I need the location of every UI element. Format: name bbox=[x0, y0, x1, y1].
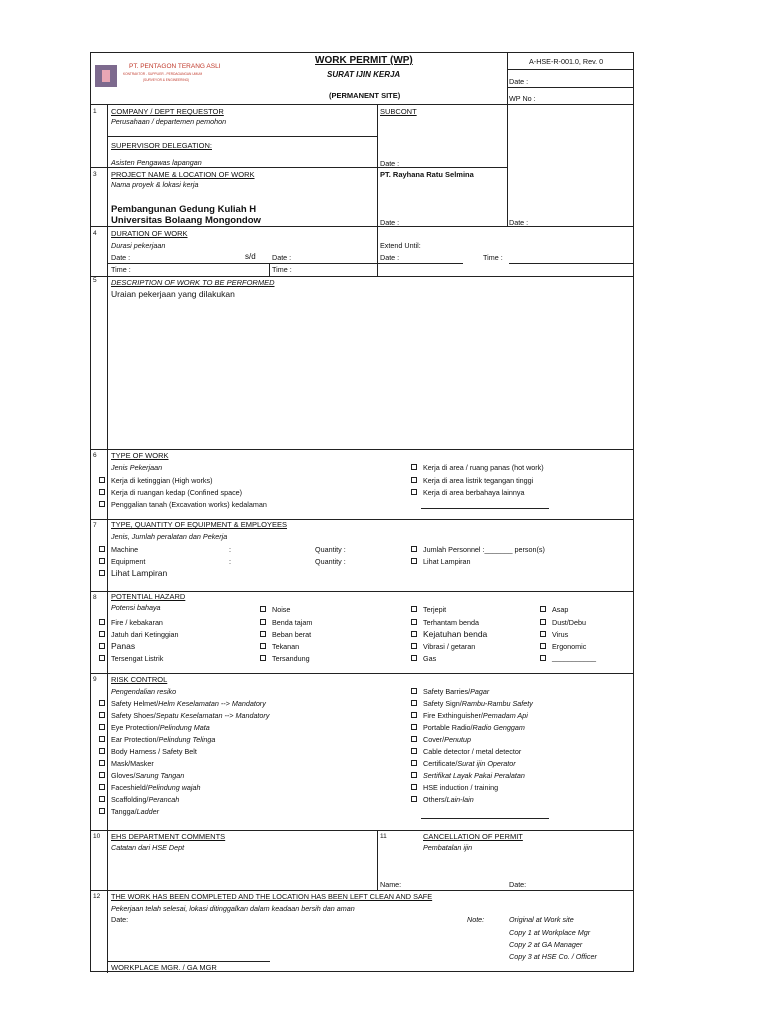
hazard-option: Ergonomic bbox=[552, 642, 587, 651]
checkbox-personnel[interactable] bbox=[411, 546, 417, 552]
risk-control-option bbox=[111, 784, 201, 791]
section-subtitle: Pengendalian resiko bbox=[111, 687, 177, 696]
section-title-duration: DURATION OF WORK bbox=[111, 229, 188, 238]
section-subtitle: Pekerjaan telah selesai, lokasi ditinggalkan dalam keadaan bersih dan aman bbox=[111, 904, 355, 913]
section-subtitle: Jenis Pekerjaan bbox=[111, 463, 163, 472]
section-subtitle: Potensi bahaya bbox=[111, 603, 161, 612]
start-time-label: Time : bbox=[111, 265, 131, 274]
risk-control-checkbox[interactable] bbox=[411, 688, 417, 694]
checkbox-high-voltage[interactable] bbox=[411, 477, 417, 483]
logo-mark-icon bbox=[95, 65, 117, 87]
hazard-option: Terjepit bbox=[423, 605, 447, 614]
risk-control-checkbox[interactable] bbox=[411, 748, 417, 754]
subcont-date-label: Date : bbox=[380, 159, 400, 168]
wp-number-label: WP No : bbox=[509, 94, 536, 103]
risk-control-en: HSE induction / training bbox=[423, 783, 499, 792]
checkbox-pinch[interactable] bbox=[411, 606, 417, 612]
lampiran-label-2: Lihat Lampiran bbox=[423, 557, 471, 566]
type-of-work-option: Kerja di ketinggian (High works) bbox=[111, 476, 213, 485]
section-subtitle: Jenis, Jumlah peralatan dan Pekerja bbox=[111, 532, 228, 541]
risk-control-option bbox=[111, 808, 159, 815]
risk-control-id: Sertifikat Layak Pakai Peralatan bbox=[423, 771, 525, 780]
hazard-option: Vibrasi / getaran bbox=[423, 642, 476, 651]
risk-control-option bbox=[423, 700, 533, 707]
section-subtitle: Durasi pekerjaan bbox=[111, 241, 166, 250]
risk-control-id: Penutup bbox=[444, 735, 471, 744]
checkbox-excavation[interactable] bbox=[99, 501, 105, 507]
section-title-risk-control: RISK CONTROL bbox=[111, 675, 168, 684]
section-number: 1 bbox=[93, 108, 97, 115]
risk-control-checkbox[interactable] bbox=[99, 772, 105, 778]
risk-control-en: Safety Shoes/ bbox=[111, 711, 156, 720]
hazard-option: Asap bbox=[552, 605, 569, 614]
checkbox-pressure[interactable] bbox=[260, 643, 266, 649]
risk-control-checkbox[interactable] bbox=[411, 796, 417, 802]
risk-control-option bbox=[423, 724, 525, 731]
type-of-work-option: Penggalian tanah (Excavation works) kedalaman bbox=[111, 500, 267, 509]
section-number: 12 bbox=[93, 893, 101, 900]
risk-control-id: Sepatu Keselamatan --> Mandatory bbox=[155, 711, 270, 720]
risk-control-checkbox[interactable] bbox=[99, 724, 105, 730]
copy-1: Copy 1 at Workplace Mgr bbox=[509, 928, 591, 937]
note-label: Note: bbox=[467, 915, 485, 924]
sd-separator: s/d bbox=[245, 252, 256, 261]
section-subtitle: Pembatalan ijin bbox=[423, 843, 473, 852]
risk-control-checkbox[interactable] bbox=[99, 760, 105, 766]
risk-control-id: Pelindung Mata bbox=[159, 723, 210, 732]
checkbox-vibration[interactable] bbox=[411, 643, 417, 649]
hazard-option: Tersandung bbox=[272, 654, 310, 663]
section-number: 10 bbox=[93, 833, 101, 840]
section-subtitle: Nama proyek & lokasi kerja bbox=[111, 180, 199, 189]
equipment-quantity-label: Quantity : bbox=[315, 557, 346, 566]
checkbox-gas[interactable] bbox=[411, 655, 417, 661]
section-title-completion: THE WORK HAS BEEN COMPLETED AND THE LOCATION HAS BEEN LEFT CLEAN AND SAFE bbox=[111, 892, 433, 901]
risk-control-option bbox=[111, 796, 179, 803]
section-number: 8 bbox=[93, 594, 97, 601]
hazard-option: Terhantam benda bbox=[423, 618, 479, 627]
form-subtitle: SURAT IJIN KERJA bbox=[327, 70, 401, 79]
risk-control-en: Cable detector / metal detector bbox=[423, 747, 522, 756]
risk-control-option bbox=[423, 760, 516, 767]
project-date-label-right: Date : bbox=[509, 218, 529, 227]
hazard-option: Fire / kebakaran bbox=[111, 618, 163, 627]
risk-control-checkbox[interactable] bbox=[411, 712, 417, 718]
hazard-option: Virus bbox=[552, 630, 569, 639]
risk-control-id: Radio Genggam bbox=[472, 723, 525, 732]
risk-control-en: Scaffolding/ bbox=[111, 795, 149, 804]
risk-control-checkbox[interactable] bbox=[99, 736, 105, 742]
risk-control-checkbox[interactable] bbox=[411, 736, 417, 742]
hazard-option: Kejatuhan benda bbox=[423, 629, 488, 639]
type-of-work-option: Kerja di area / ruang panas (hot work) bbox=[423, 463, 544, 472]
work-permit-form bbox=[90, 52, 634, 972]
machine-quantity-label: Quantity : bbox=[315, 545, 346, 554]
header-date-label: Date : bbox=[509, 77, 529, 86]
hazard-option: Tersengat Listrik bbox=[111, 654, 164, 663]
form-title: WORK PERMIT (WP) bbox=[315, 55, 413, 66]
hazard-option: Gas bbox=[423, 654, 437, 663]
risk-control-en: Safety Sign/ bbox=[423, 699, 462, 708]
type-of-work-option: Kerja di area listrik tegangan tinggi bbox=[423, 476, 534, 485]
section-number: 6 bbox=[93, 452, 97, 459]
hazard-option: Tekanan bbox=[272, 642, 300, 651]
checkbox-confined-space[interactable] bbox=[99, 489, 105, 495]
risk-control-id: Lain-lain bbox=[446, 795, 474, 804]
equipment-label: Equipment bbox=[111, 557, 146, 566]
checkbox-hazard-area[interactable] bbox=[411, 489, 417, 495]
risk-control-option bbox=[111, 700, 266, 707]
risk-control-checkbox[interactable] bbox=[99, 712, 105, 718]
section-title-type-of-work: TYPE OF WORK bbox=[111, 451, 169, 460]
company-logo bbox=[95, 61, 223, 93]
section-number: 9 bbox=[93, 676, 97, 683]
risk-control-option bbox=[111, 724, 210, 731]
risk-control-checkbox[interactable] bbox=[99, 808, 105, 814]
signature-label: WORKPLACE MGR. / GA MGR bbox=[111, 963, 217, 972]
checkbox-lampiran[interactable] bbox=[99, 570, 105, 576]
checkbox-fall[interactable] bbox=[99, 631, 105, 637]
risk-control-id: Pelindung Telinga bbox=[158, 735, 216, 744]
hazard-option: Benda tajam bbox=[272, 618, 313, 627]
risk-control-en: Ear Protection/ bbox=[111, 735, 159, 744]
end-date-label: Date : bbox=[272, 253, 292, 262]
risk-control-en: Certificate/ bbox=[423, 759, 458, 768]
risk-control-option bbox=[423, 688, 489, 695]
hazard-option: Noise bbox=[272, 605, 291, 614]
risk-control-en: Others/ bbox=[423, 795, 447, 804]
extend-date-label: Date : bbox=[380, 253, 400, 262]
section-title-cancellation: CANCELLATION OF PERMIT bbox=[423, 832, 523, 841]
risk-control-id: Sarung Tangan bbox=[135, 771, 185, 780]
lampiran-label: Lihat Lampiran bbox=[111, 568, 168, 578]
risk-control-option bbox=[423, 736, 471, 743]
risk-control-en: Eye Protection/ bbox=[111, 723, 160, 732]
risk-control-option bbox=[111, 772, 184, 779]
extend-time-label: Time : bbox=[483, 253, 503, 262]
checkbox-virus[interactable] bbox=[540, 631, 546, 637]
completion-date-label: Date: bbox=[111, 915, 129, 924]
section-title-description: DESCRIPTION OF WORK TO BE PERFORMED bbox=[111, 278, 275, 287]
risk-control-option bbox=[423, 796, 474, 803]
risk-control-en: Cover/ bbox=[423, 735, 445, 744]
machine-label: Machine bbox=[111, 545, 139, 554]
hazard-option: Jatuh dari Ketinggian bbox=[111, 630, 179, 639]
supervisor-sub: Asisten Pengawas lapangan bbox=[111, 158, 202, 167]
contractor-name: PT. Rayhana Ratu Selmina bbox=[380, 170, 474, 179]
checkbox-electric[interactable] bbox=[99, 655, 105, 661]
supervisor-label: SUPERVISOR DELEGATION: bbox=[111, 141, 212, 150]
checkbox-hot-work[interactable] bbox=[411, 464, 417, 470]
type-of-work-option: Kerja di area berbahaya lainnya bbox=[423, 488, 525, 497]
type-of-work-option: Kerja di ruangan kedap (Confined space) bbox=[111, 488, 243, 497]
company-tagline: KONTRAKTOR - SUPPLIER - PERDAGANGAN UMUM bbox=[123, 72, 203, 76]
section-title-equipment: TYPE, QUANTITY OF EQUIPMENT & EMPLOYEES bbox=[111, 520, 288, 529]
checkbox-machine[interactable] bbox=[99, 546, 105, 552]
section-title-hazard: POTENTIAL HAZARD bbox=[111, 592, 186, 601]
extend-until-label: Extend Until: bbox=[380, 241, 421, 250]
risk-control-en: Body Harness / Safety Belt bbox=[111, 747, 197, 756]
risk-control-checkbox[interactable] bbox=[99, 748, 105, 754]
checkbox-fire[interactable] bbox=[99, 619, 105, 625]
checkbox-lampiran-2[interactable] bbox=[411, 558, 417, 564]
section-number: 4 bbox=[93, 230, 97, 237]
risk-control-option bbox=[111, 760, 154, 767]
hazard-option: Panas bbox=[111, 641, 136, 651]
checkbox-heat[interactable] bbox=[99, 643, 105, 649]
risk-control-checkbox[interactable] bbox=[99, 796, 105, 802]
risk-control-id: Helm Keselamatan --> Mandatory bbox=[158, 699, 266, 708]
risk-control-en: Portable Radio/ bbox=[423, 723, 473, 732]
start-date-label: Date : bbox=[111, 253, 131, 262]
risk-control-id: Pagar bbox=[470, 687, 490, 696]
copy-3: Copy 3 at HSE Co. / Officer bbox=[509, 952, 597, 961]
risk-control-en: Fire Exthinguisher/ bbox=[423, 711, 483, 720]
risk-control-id: Pelindung wajah bbox=[147, 783, 201, 792]
risk-control-checkbox[interactable] bbox=[411, 772, 417, 778]
risk-control-en: Tangga/ bbox=[111, 807, 137, 816]
risk-control-checkbox[interactable] bbox=[411, 700, 417, 706]
document-code: A-HSE-R-001.0, Rev. 0 bbox=[529, 57, 604, 66]
cancel-name-label: Name: bbox=[380, 880, 402, 889]
section-title-company: COMPANY / DEPT REQUESTOR bbox=[111, 107, 224, 116]
checkbox-ergonomic[interactable] bbox=[540, 643, 546, 649]
risk-control-en: Gloves/ bbox=[111, 771, 136, 780]
cancel-date-label: Date: bbox=[509, 880, 527, 889]
checkbox-noise[interactable] bbox=[260, 606, 266, 612]
checkbox-high-works[interactable] bbox=[99, 477, 105, 483]
section-title-project: PROJECT NAME & LOCATION OF WORK bbox=[111, 170, 255, 179]
copy-original: Original at Work site bbox=[509, 915, 574, 924]
section-number: 7 bbox=[93, 522, 97, 529]
description-subtitle: Uraian pekerjaan yang dilakukan bbox=[111, 289, 235, 299]
risk-control-id: Ladder bbox=[136, 807, 159, 816]
risk-control-option bbox=[423, 772, 525, 779]
risk-control-option bbox=[111, 712, 269, 719]
section-subtitle: Catatan dari HSE Dept bbox=[111, 843, 185, 852]
end-time-label: Time : bbox=[272, 265, 292, 274]
colon: : bbox=[229, 557, 231, 566]
colon: : bbox=[229, 545, 231, 554]
risk-control-en: Safety Helmet/ bbox=[111, 699, 159, 708]
risk-control-checkbox[interactable] bbox=[99, 784, 105, 790]
checkbox-trip[interactable] bbox=[260, 655, 266, 661]
hazard-option: Dust/Debu bbox=[552, 618, 586, 627]
risk-control-checkbox[interactable] bbox=[411, 784, 417, 790]
project-name-line2: Universitas Bolaang Mongondow bbox=[111, 215, 261, 226]
risk-control-id: Rambu-Rambu Safety bbox=[461, 699, 533, 708]
checkbox-heavy-load[interactable] bbox=[260, 631, 266, 637]
risk-control-en: Faceshield/ bbox=[111, 783, 148, 792]
hazard-option: Beban berat bbox=[272, 630, 312, 639]
company-name: PT. PENTAGON TERANG ASLI bbox=[129, 63, 221, 70]
risk-control-en: Mask/Masker bbox=[111, 759, 154, 768]
checkbox-struck[interactable] bbox=[411, 619, 417, 625]
hazard-option-other: ___________ bbox=[552, 653, 596, 662]
section-number: 11 bbox=[380, 833, 387, 840]
site-type: (PERMANENT SITE) bbox=[329, 91, 401, 100]
section-subtitle: Perusahaan / departemen pemohon bbox=[111, 117, 227, 126]
personnel-label: Jumlah Personnel :_______ person(s) bbox=[423, 545, 545, 554]
risk-control-id: Surat ijin Operator bbox=[457, 759, 516, 768]
section-number: 5 bbox=[93, 277, 97, 284]
project-name-line1: Pembangunan Gedung Kuliah H bbox=[111, 204, 257, 215]
risk-control-checkbox[interactable] bbox=[411, 760, 417, 766]
risk-control-option bbox=[423, 784, 498, 791]
checkbox-falling-object[interactable] bbox=[411, 631, 417, 637]
copy-2: Copy 2 at GA Manager bbox=[509, 940, 583, 949]
risk-control-id: Pemadam Api bbox=[482, 711, 528, 720]
checkbox-sharp[interactable] bbox=[260, 619, 266, 625]
risk-control-en: Safety Barries/ bbox=[423, 687, 471, 696]
risk-control-checkbox[interactable] bbox=[411, 724, 417, 730]
company-tagline-2: (SURVEYOR & ENGINEERING) bbox=[143, 78, 190, 82]
project-date-label: Date : bbox=[380, 218, 400, 227]
risk-control-option bbox=[111, 736, 215, 743]
risk-control-id: Perancah bbox=[148, 795, 180, 804]
checkbox-dust[interactable] bbox=[540, 619, 546, 625]
risk-control-option bbox=[423, 712, 528, 719]
section-title-ehs-comments: EHS DEPARTMENT COMMENTS bbox=[111, 832, 226, 841]
section-number: 3 bbox=[93, 171, 97, 178]
checkbox-other-hazard[interactable] bbox=[540, 655, 546, 661]
risk-control-option bbox=[111, 748, 197, 755]
checkbox-smoke[interactable] bbox=[540, 606, 546, 612]
risk-control-option bbox=[423, 748, 521, 755]
risk-control-checkbox[interactable] bbox=[99, 700, 105, 706]
subcont-label: SUBCONT bbox=[380, 107, 417, 116]
checkbox-equipment[interactable] bbox=[99, 558, 105, 564]
